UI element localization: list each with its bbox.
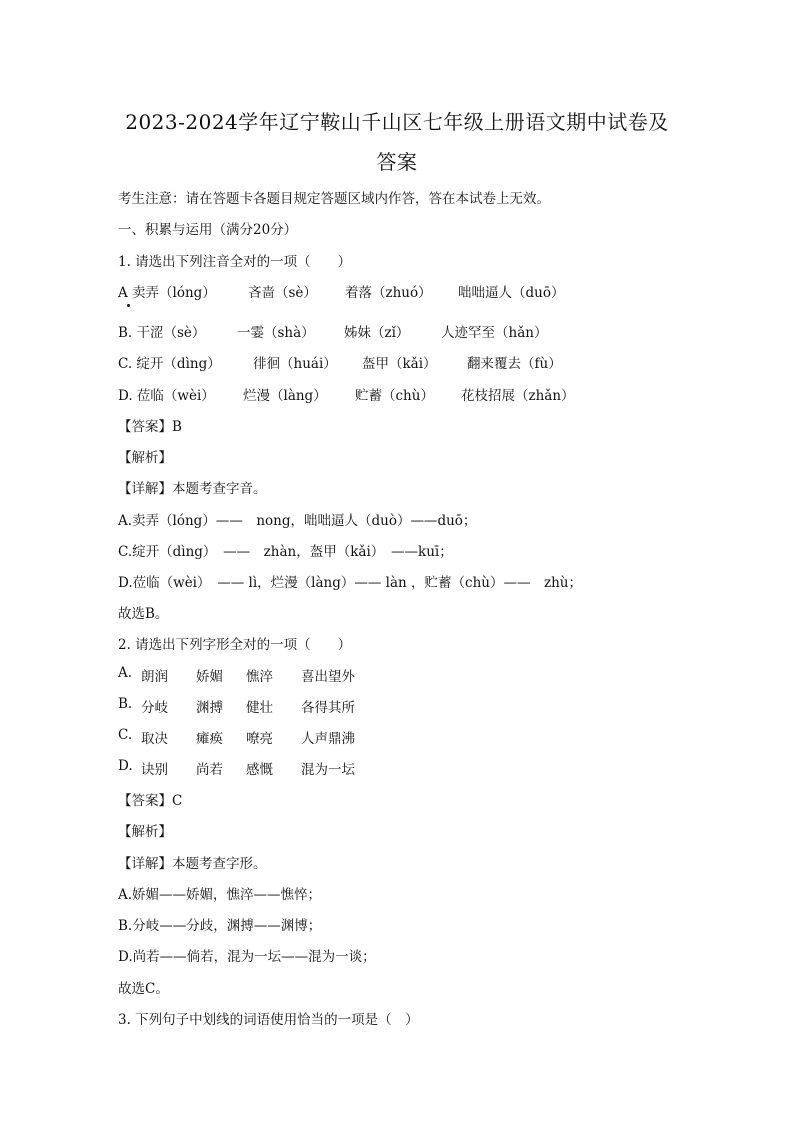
option-item: 一霎（shà） <box>237 325 315 341</box>
question-1-explanation-d: D.莅临（wèi） —— lì，烂漫（làng）—— làn ，贮蓄（chù）—— zhù； <box>118 575 582 591</box>
question-1-answer: 【答案】B <box>118 419 182 435</box>
document-title-line-2: 答案 <box>376 150 418 174</box>
document-title-line-1: 2023-2024学年辽宁鞍山千山区七年级上册语文期中试卷及 <box>125 110 669 134</box>
option-item: 憔淬 <box>246 669 273 685</box>
option-item: 咄咄逼人（duō） <box>458 285 565 301</box>
option-label: A 卖弄（lóng） <box>118 285 216 301</box>
option-item: 贮蓄（chù） <box>355 388 434 404</box>
option-label: C. 绽开（dìng） <box>118 356 221 372</box>
option-item: 烂漫（làng） <box>243 388 327 404</box>
question-2-explanation-b: B.分岐——分歧，渊搏——渊博； <box>118 918 322 934</box>
option-item: 分岐 <box>141 700 168 716</box>
question-2-analysis-heading: 【解析】 <box>118 824 172 840</box>
emphasis-dot <box>127 304 130 307</box>
option-item: 混为一坛 <box>301 762 355 778</box>
option-item: 吝啬（sè） <box>248 285 317 301</box>
option-item: 健壮 <box>246 700 273 716</box>
option-label: D. <box>118 758 133 774</box>
option-item: 翻来覆去（fù） <box>467 356 562 372</box>
section-heading: 一、积累与运用（满分20分） <box>118 222 298 238</box>
question-1-stem: 1. 请选出下列注音全对的一项（ ） <box>118 254 352 270</box>
question-3-stem: 3. 下列句子中划线的词语使用恰当的一项是（ ） <box>118 1012 419 1028</box>
question-1-explanation-a: A.卖弄（lóng）—— nong，咄咄逼人（duò）——duō； <box>118 513 477 529</box>
option-item: 花枝招展（zhǎn） <box>461 388 575 404</box>
option-item: 渊搏 <box>196 700 223 716</box>
exam-notice: 考生注意：请在答题卡各题目规定答题区域内作答，答在本试卷上无效。 <box>118 191 550 207</box>
question-2-stem: 2. 请选出下列字形全对的一项（ ） <box>118 637 352 653</box>
option-item: 喜出望外 <box>301 669 355 685</box>
option-item: 徘徊（huái） <box>253 356 337 372</box>
option-item: 人迹罕至（hǎn） <box>441 325 548 341</box>
question-2-detail: 【详解】本题考查字形。 <box>118 856 267 872</box>
option-item: 着落（zhuó） <box>345 285 432 301</box>
option-label: C. <box>118 727 133 743</box>
option-item: 人声鼎沸 <box>301 731 355 747</box>
option-label: B. <box>118 696 133 712</box>
option-item: 各得其所 <box>301 700 355 716</box>
option-item: 朗润 <box>141 669 168 685</box>
option-item: 感慨 <box>246 762 273 778</box>
question-2-answer: 【答案】C <box>118 793 183 809</box>
question-1-conclusion: 故选B。 <box>118 606 169 622</box>
option-item: 尚若 <box>196 762 223 778</box>
option-item: 取决 <box>141 731 168 747</box>
option-item: 姊妹（zǐ） <box>344 325 410 341</box>
option-item: 诀别 <box>141 762 168 778</box>
option-item: 盔甲（kǎi） <box>362 356 437 372</box>
question-1-explanation-c: C.绽开（dìng） —— zhàn，盔甲（kǎi） ——kuī； <box>118 544 453 560</box>
option-item: 嘹亮 <box>246 731 273 747</box>
option-item: 娇媚 <box>196 669 223 685</box>
question-2-explanation-a: A.娇媚——娇媚，憔淬——憔悴； <box>118 887 322 903</box>
question-2-explanation-d: D.尚若——倘若，混为一坛——混为一谈； <box>118 949 376 965</box>
option-item: 瘫痪 <box>196 731 223 747</box>
option-label: A. <box>118 665 133 681</box>
question-2-conclusion: 故选C。 <box>118 981 169 997</box>
question-1-analysis-heading: 【解析】 <box>118 450 172 466</box>
question-1-detail: 【详解】本题考查字音。 <box>118 481 267 497</box>
option-label: B. 干涩（sè） <box>118 325 206 341</box>
option-label: D. 莅临（wèi） <box>118 388 215 404</box>
